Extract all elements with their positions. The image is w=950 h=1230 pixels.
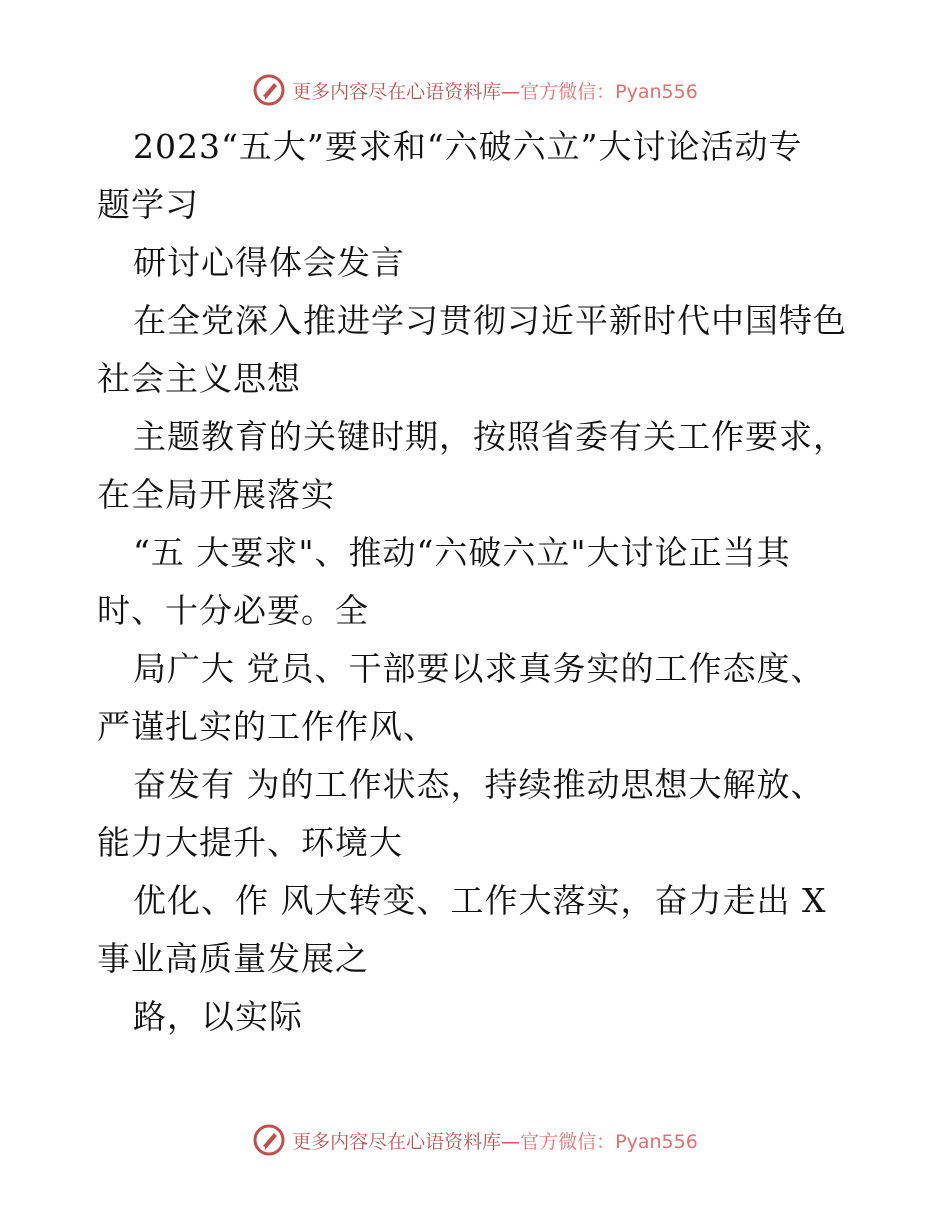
doc-line: 严谨扎实的工作作风、 [97,707,437,746]
doc-line: 题学习 [97,185,199,224]
doc-line: 事业高质量发展之 [97,939,369,978]
doc-line: 社会主义思想 [97,359,301,398]
doc-line: 主题教育的关键时期，按照省委有关工作要求， [133,417,847,456]
footer-banner-text: 更多内容尽在心语资料库— [292,1130,521,1153]
pen-logo-icon [252,1123,286,1157]
doc-line: 能力大提升、环境大 [97,823,403,862]
doc-line: 研讨心得体会发言 [133,243,405,282]
header-banner-text: 更多内容尽在心语资料库— [292,80,521,103]
doc-line: 时、十分必要。全 [97,591,369,630]
header-banner-wechat: 官方微信：Pyan556 [520,80,698,103]
doc-line: 在全局开展落实 [97,475,335,514]
doc-line: 在全党深入推进学习贯彻习近平新时代中国特色 [133,301,847,340]
header-banner [0,70,950,110]
doc-line: 奋发有 为的工作状态，持续推动思想大解放、 [133,765,825,804]
doc-line: 2023“五大”要求和“六破六立”大讨论活动专 [133,127,803,166]
doc-line: 优化、作 风大转变、工作大落实，奋力走出 X [133,881,827,920]
pen-logo-icon [252,73,286,107]
document-body [97,118,857,1046]
doc-line: 路，以实际 [133,997,303,1036]
footer-banner-wechat: 官方微信：Pyan556 [520,1130,698,1153]
footer-banner [0,1120,950,1160]
doc-line: “五 大要求"、推动“六破六立"大讨论正当其 [133,533,791,572]
doc-line: 局广大 党员、干部要以求真务实的工作态度、 [133,649,825,688]
